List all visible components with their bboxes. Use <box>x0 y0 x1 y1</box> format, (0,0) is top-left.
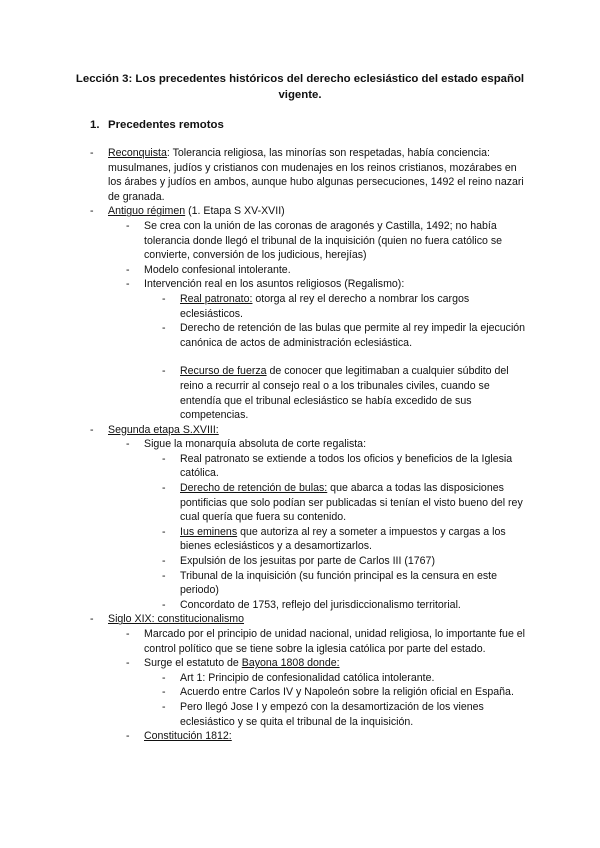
item-text: Pero llegó Jose I y empezó con la desamortización de los vienes eclesiástico y se quita el tribunal de la inquisición. <box>180 700 484 728</box>
list-item <box>0 598 526 613</box>
list-item <box>0 627 526 656</box>
list-item <box>0 219 526 263</box>
item-text: Intervención real en los asuntos religiosos (Regalismo): <box>144 278 405 291</box>
item-text: Se crea con la unión de las coronas de aragonés y Castilla, 1492; no había tolerancia donde llegó el tribunal de la inquisición (quien no fuera católico se convierte, conversión de los judicious, herejías) <box>144 219 503 262</box>
item-text: Modelo confesional intolerante. <box>144 263 291 276</box>
bullet-dash: - <box>90 147 94 159</box>
bullet-dash: - <box>162 292 166 305</box>
item-text: Acuerdo entre Carlos IV y Napoleón sobre la religión oficial en España. <box>180 686 514 699</box>
item-text: Art 1: Principio de confesionalidad católica intolerante. <box>180 671 435 684</box>
bullet-dash: - <box>126 263 130 276</box>
item-text: Real patronato se extiende a todos los oficios y beneficios de la Iglesia católica. <box>180 452 513 480</box>
list-item <box>0 263 526 278</box>
outline <box>0 146 600 744</box>
antiguo-regimen-text: (1. Etapa S XV-XVII) <box>185 205 285 218</box>
section-title: Precedentes remotos <box>108 119 224 131</box>
section-heading <box>90 118 224 132</box>
bullet-dash: - <box>126 628 130 640</box>
bullet-dash: - <box>162 555 166 568</box>
term-antiguo-regimen: Antiguo régimen <box>108 205 186 218</box>
bullet-dash: - <box>126 730 130 743</box>
list-item-real-patronato <box>0 292 526 321</box>
bullet-dash: - <box>162 482 166 495</box>
list-item-recurso-de-fuerza <box>0 364 526 422</box>
document-title: Lección 3: Los precedentes históricos del derecho eclesiástico del estado español vigente. <box>75 73 525 101</box>
term-derecho-retencion: Derecho de retención de bulas: <box>180 482 328 495</box>
item-text: que abarca a todas las disposiciones pontificias que solo podían ser publicadas si tenían el visto bueno del rey cual quería que fuera su contenido. <box>180 482 523 524</box>
term-constitucion-1812: Constitución 1812: <box>144 730 232 743</box>
item-text: otorga al rey el derecho a nombrar los cargos eclesiásticos. <box>180 292 470 320</box>
list-item-siglo-xix <box>0 612 526 627</box>
bullet-dash: - <box>90 423 94 436</box>
bullet-dash: - <box>90 205 94 218</box>
list-item <box>0 321 526 350</box>
term-ius-eminens: Ius eminens <box>180 525 238 538</box>
list-item-segunda-etapa <box>0 423 526 438</box>
item-text: Surge el estatuto de <box>144 657 242 670</box>
list-item-antiguo-regimen <box>0 204 526 219</box>
list-item <box>0 569 526 598</box>
bullet-dash: - <box>126 438 130 451</box>
term-segunda-etapa: Segunda etapa S.XVIII: <box>108 423 219 436</box>
term-siglo-xix: Siglo XIX: constitucionalismo <box>108 613 245 626</box>
item-text: Expulsión de los jesuitas por parte de Carlos III (1767) <box>180 555 435 568</box>
bullet-dash: - <box>126 657 130 670</box>
list-item-ius-eminens <box>0 525 526 554</box>
item-text: Marcado por el principio de unidad nacional, unidad religiosa, lo importante fue el control político que se tiene sobre la iglesia católica por parte del estado. <box>144 628 526 655</box>
bullet-dash: - <box>162 700 166 713</box>
list-item-bayona <box>0 656 526 671</box>
bullet-dash: - <box>162 452 166 465</box>
list-item <box>0 452 526 481</box>
bullet-dash: - <box>162 598 166 611</box>
list-item-derecho-retencion <box>0 481 526 525</box>
bullet-dash: - <box>162 525 166 538</box>
bullet-dash: - <box>162 322 166 335</box>
list-item <box>0 437 526 452</box>
bullet-dash: - <box>90 613 94 626</box>
bullet-dash: - <box>162 365 166 378</box>
item-text: que autoriza al rey a someter a impuestos y cargas a los bienes eclesiásticos y a desamortizarlos. <box>180 525 506 553</box>
section-number: 1. <box>90 119 100 131</box>
bullet-dash: - <box>162 671 166 684</box>
bullet-dash: - <box>162 686 166 699</box>
term-reconquista: Reconquista <box>108 147 167 159</box>
list-item <box>0 554 526 569</box>
item-text: Tribunal de la inquisición (su función principal es la censura en este periodo) <box>180 569 498 597</box>
list-item <box>0 671 526 686</box>
term-recurso-de-fuerza: Recurso de fuerza <box>180 365 267 378</box>
item-text: Sigue la monarquía absoluta de corte regalista: <box>144 438 367 451</box>
bullet-dash: - <box>126 278 130 291</box>
list-item <box>0 685 526 700</box>
bullet-dash: - <box>162 569 166 582</box>
list-item-constitucion-1812 <box>0 729 526 744</box>
item-text: de conocer que legitimaban a cualquier súbdito del reino a recurrir al consejo real o a los tribunales civiles, cuando se entendía que el tribunal eclesiástico se había excedido de sus competencias. <box>180 365 509 422</box>
list-item-reconquista <box>0 146 526 204</box>
item-text: Derecho de retención de las bulas que permite al rey impedir la ejecución canónica de actos de administración eclesiástica. <box>180 322 526 349</box>
list-item <box>0 700 526 729</box>
reconquista-text: : Tolerancia religiosa, las minorías son respetadas, había conciencia: musulmanes, judíos y cristianos con mudenajes en los reinos cristianos, mozárabes en los árabes y judíos en ambos, aunque hubo algunas persecuciones, 1492 el reino nazari de granada. <box>108 147 524 203</box>
term-real-patronato: Real patronato: <box>180 292 253 305</box>
list-item <box>0 277 526 292</box>
item-text: Concordato de 1753, reflejo del jurisdiccionalismo territorial. <box>180 598 461 611</box>
bullet-dash: - <box>126 219 130 232</box>
term-bayona: Bayona 1808 donde: <box>241 657 340 670</box>
